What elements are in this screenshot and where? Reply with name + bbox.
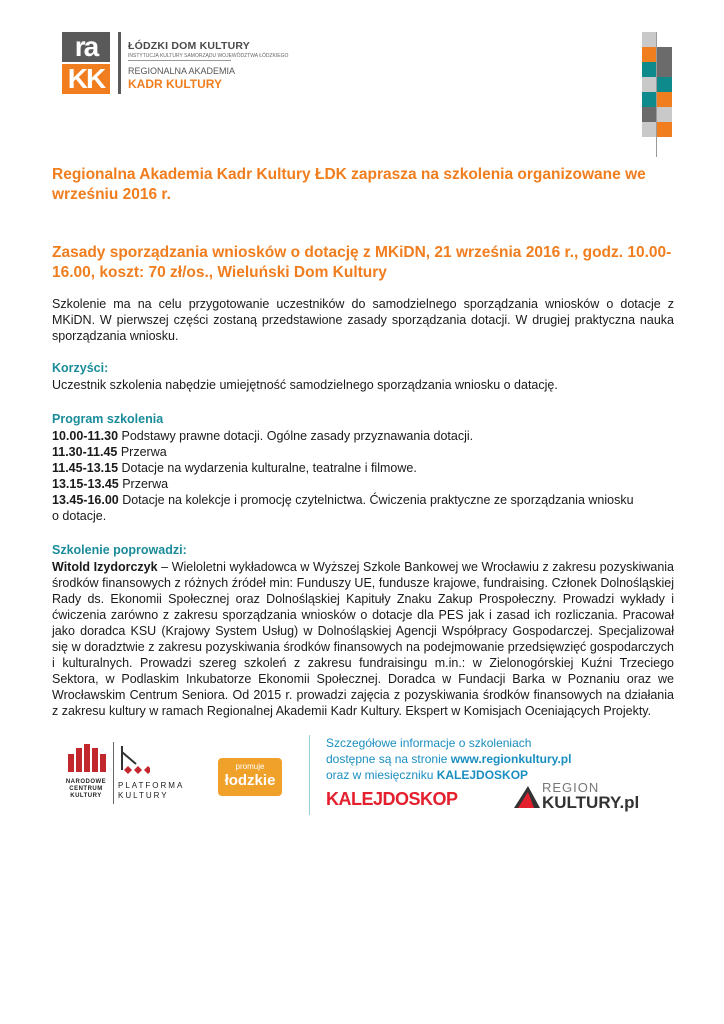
program-item — [52, 460, 674, 476]
pk-logo — [118, 744, 198, 804]
nck-line3: KULTURY — [70, 793, 102, 799]
page-headline: Regionalna Akademia Kadr Kultury ŁDK zaprasza na szkolenia organizowane we wrześniu 2016 r. — [52, 166, 646, 203]
footer-divider — [309, 735, 310, 815]
intro-paragraph: Szkolenie ma na celu przygotowanie uczestników do samodzielnego sporządzania wniosków o dotacje z MKiDN. W pierwszej części zostaną przedstawione zasady sporządzania dotacji. W drugiej praktyczna nauka sporządzania wniosku. — [52, 297, 674, 343]
logo-ra: ra — [62, 32, 110, 62]
program-text: Przerwa — [117, 445, 167, 459]
region-kultury-logo — [514, 780, 644, 814]
info-line1: Szczegółowe informacje o szkoleniach — [326, 736, 532, 750]
region-label: REGION — [542, 780, 600, 795]
program-list — [52, 428, 674, 524]
nck-line1: NARODOWE — [65, 779, 107, 785]
program-text: Podstawy prawne dotacji. Ogólne zasady przyznawania dotacji. — [118, 429, 474, 443]
kalejdoskop-logo: KALEJDOSKOP — [326, 789, 458, 809]
logo-kk: KK — [62, 64, 110, 94]
event-title: Zasady sporządzania wniosków o dotację z MKiDN, 21 września 2016 r., godz. 10.00-16.00, koszt: 70 zł/os., Wieluński Dom Kultury — [52, 244, 672, 281]
program-time: 13.15-13.45 — [52, 477, 119, 491]
program-item — [52, 444, 674, 460]
rakk-line1: REGIONALNA AKADEMIA — [128, 66, 236, 76]
program-heading: Program szkolenia — [52, 412, 164, 426]
program-item — [52, 476, 674, 492]
ldk-subtitle: INSTYTUCJA KULTURY SAMORZĄDU WOJEWÓDZTWA ŁÓDZKIEGO — [128, 53, 289, 59]
program-item — [52, 428, 674, 444]
kultury-pl-label: KULTURY.pl — [542, 793, 640, 812]
info-line3 — [326, 767, 528, 783]
program-time: 10.00-11.30 — [52, 429, 119, 443]
footer-divider — [113, 742, 114, 804]
benefits-heading: Korzyści: — [52, 361, 109, 375]
program-text: Przerwa — [118, 477, 169, 491]
logo-divider — [118, 32, 121, 94]
nck-line2: CENTRUM — [69, 786, 103, 792]
pk-line2: KULTURY — [118, 791, 169, 800]
ldk-name: ŁÓDZKI DOM KULTURY — [128, 40, 251, 52]
program-text: Dotacje na wydarzenia kulturalne, teatralne i filmowe. — [118, 461, 417, 475]
info-line2-text: dostępne są na stronie — [326, 752, 451, 766]
info-website-link[interactable]: www.regionkultury.pl — [450, 752, 572, 766]
program-time: 11.45-13.15 — [52, 461, 119, 475]
promuje-label: promuje — [235, 762, 265, 771]
rakk-line2: KADR KULTURY — [128, 77, 222, 91]
info-kalejdoskop-link[interactable]: KALEJDOSKOP — [436, 768, 529, 782]
trainer-description: – Wieloletni wykładowca w Wyższej Szkole Bankowej we Wrocławiu z zakresu pozyskiwania środków finansowych z różnych źródeł min: Funduszy UE, fundusze krajowe, fundraising. Członek Dolnośląskiej Rady ds. Ekonomii Społecznej oraz Dolnośląskiej Kapituły Znaku Zakup Prospołeczny. Prowadzi wykłady i ćwiczenia zarówno z zakresu sporządzania wniosków o dotacje dla PES jak i zasad ich rozliczania. Pracował jako doradca KSU (Krajowy System Usług) w Dolnośląskiej Agencji Współpracy Gospodarczej. Specjalizował się w doradztwie z zakresu pozyskiwania środków finansowych na podejmowanie przedsięwzięć gospodarczych i kulturalnych. Prowadzi szereg szkoleń z zakresu fundraisingu m.in.: w Zielonogórskiej Kuźni Trzeciego Sektora, w Podlaskim Inkubatorze Ekonomii Społecznej. Doradca w Fundacji Barka w Poznaniu oraz we Wrocławskim Centrum Seniora. Od 2015 r. prowadzi zajęcia z pozyskiwania środków finansowych na działania z zakresu kultury w ramach Regionalnej Akademii Kadr Kultury. Ekspert w Komisjach Oceniających Projekty. — [52, 560, 675, 718]
trainer-name: Witold Izydorczyk — [52, 560, 158, 574]
trainer-heading: Szkolenie poprowadzi: — [52, 543, 187, 557]
program-time: 13.45-16.00 — [52, 493, 119, 507]
pk-mark-icon — [118, 744, 150, 776]
promuje-lodzkie-logo — [218, 758, 282, 796]
info-line3-text: oraz w miesięczniku — [326, 768, 437, 782]
region-triangle-icon — [514, 786, 540, 808]
lodzkie-label: łodzkie — [224, 772, 276, 789]
nck-castle-icon — [62, 744, 110, 774]
program-time: 11.30-11.45 — [52, 445, 118, 459]
trainer-bio — [52, 559, 674, 719]
program-item — [52, 492, 642, 524]
info-line2 — [326, 751, 571, 767]
benefits-text: Uczestnik szkolenia nabędzie umiejętność samodzielnego sporządzania wniosku o datację. — [52, 378, 558, 392]
nck-logo — [62, 744, 110, 804]
logo-rule — [128, 60, 231, 61]
program-text: Dotacje na kolekcje i promocję czytelnictwa. Ćwiczenia praktyczne ze sporządzania wniosku o dotacje. — [52, 493, 634, 523]
pk-line1: PLATFORMA — [118, 781, 185, 790]
